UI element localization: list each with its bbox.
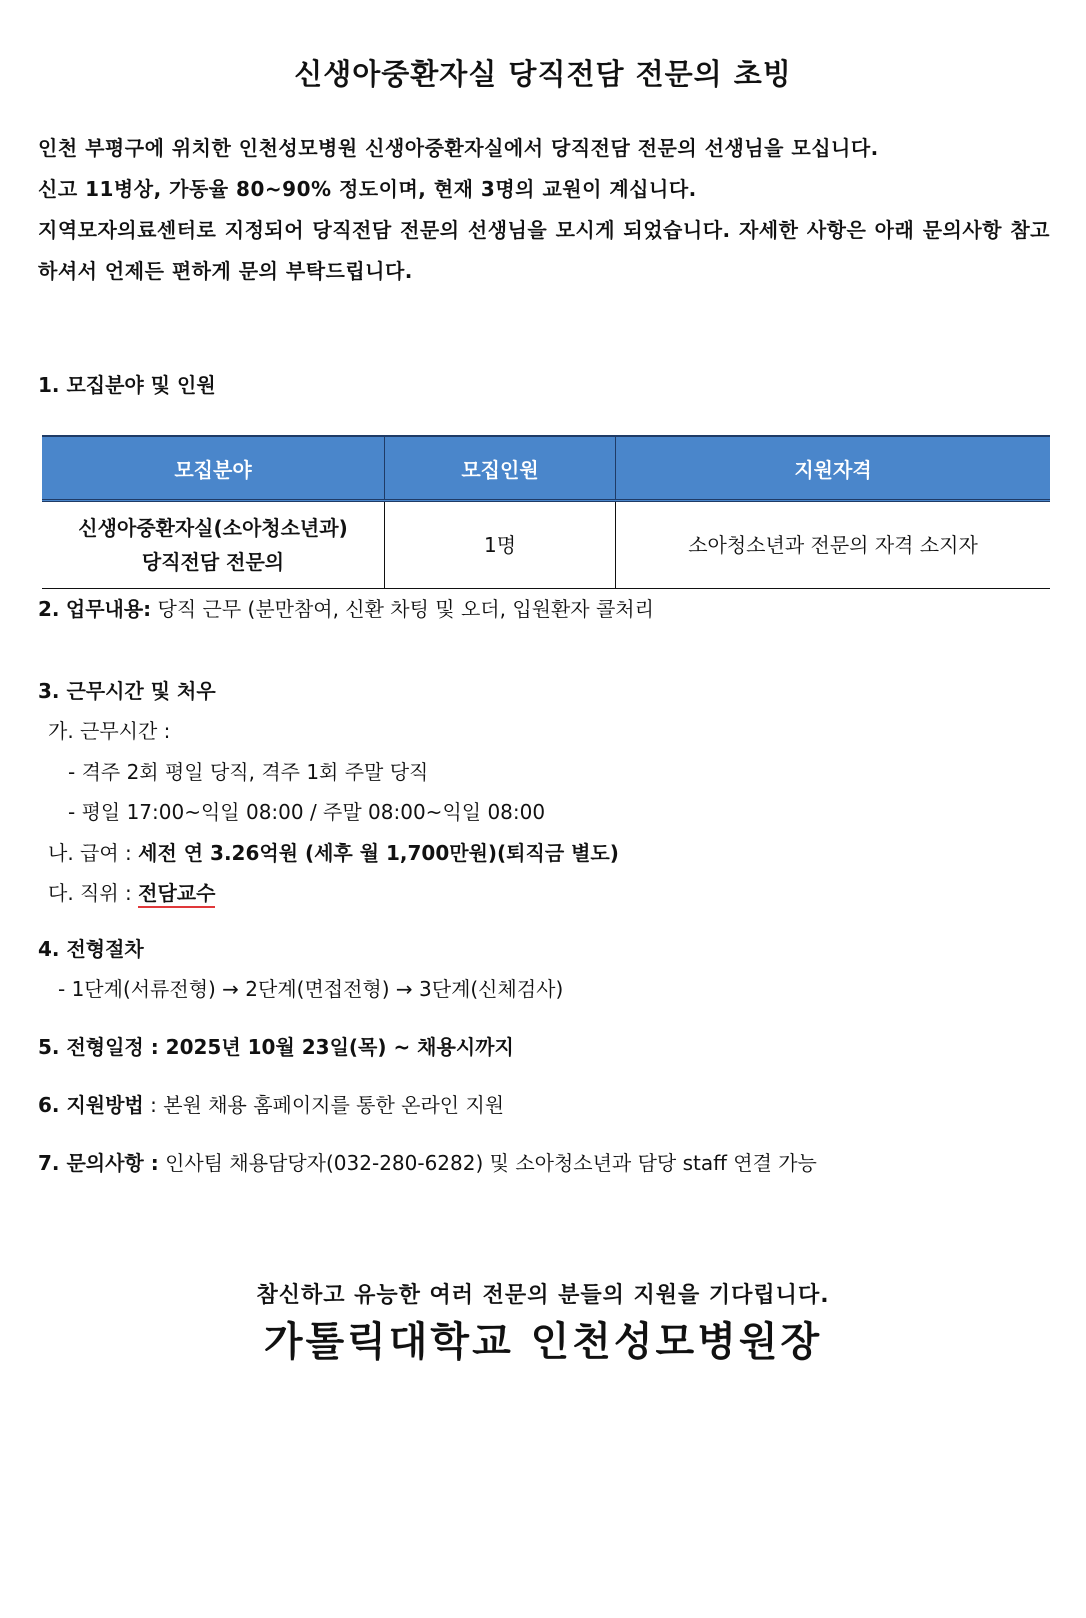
section-text: 당직 근무 (분만참여, 신환 차팅 및 오더, 입원환자 콜처리 (157, 597, 654, 621)
section-5 (38, 1032, 514, 1062)
section-3-heading (38, 676, 216, 706)
section-label: 6. 지원방법 (38, 1093, 144, 1117)
salary-value: 세전 연 3.26억원 (세후 월 1,700만원)(퇴직금 별도) (138, 841, 619, 865)
section-text: : 본원 채용 홈페이지를 통한 온라인 지원 (150, 1093, 505, 1117)
schedule-text: 5. 전형일정 : 2025년 10월 23일(목) ~ 채용시까지 (38, 1035, 514, 1059)
closing-message: 참신하고 유능한 여러 전문의 분들의 지원을 기다립니다. (256, 1283, 830, 1308)
table-header-row (42, 436, 1050, 501)
section-heading: 1. 모집분야 및 인원 (38, 373, 216, 397)
cell-field (42, 501, 385, 589)
section-7 (38, 1148, 817, 1178)
section-heading: 3. 근무시간 및 처우 (38, 679, 216, 703)
position-row (48, 878, 215, 908)
work-hours-label: 가. 근무시간 : (48, 719, 171, 743)
position-label: 다. 직위 : (48, 881, 132, 905)
position-value: 전담교수 (138, 881, 215, 908)
header-count: 모집인원 (385, 436, 616, 501)
header-field: 모집분야 (42, 436, 385, 501)
cell-count: 1명 (385, 501, 616, 589)
intro-line: 신고 11병상, 가동율 80~90% 정도이며, 현재 3명의 교원이 계십니다. (38, 177, 697, 201)
field-line: 당직전담 전문의 (141, 550, 285, 574)
section-6 (38, 1090, 504, 1120)
section-label: 업무내용: (65, 597, 152, 621)
salary-label: 나. 급여 : (48, 841, 132, 865)
hospital-signature: 가톨릭대학교 인천성모병원장 (263, 1319, 823, 1365)
header-qualification: 지원자격 (616, 436, 1051, 501)
table-row (42, 501, 1050, 589)
section-label: 7. 문의사항 : (38, 1151, 159, 1175)
section-4-heading (38, 934, 144, 964)
section-2 (38, 594, 654, 624)
work-hours-item: - 격주 2회 평일 당직, 격주 1회 주말 당직 (68, 760, 429, 784)
section-number: 2. (38, 597, 60, 621)
cell-qualification: 소아청소년과 전문의 자격 소지자 (616, 501, 1051, 589)
field-line: 신생아중환자실(소아청소년과) (78, 516, 348, 540)
selection-process: - 1단계(서류전형) → 2단계(면접전형) → 3단계(신체검사) (58, 977, 564, 1001)
intro-line: 인천 부평구에 위치한 인천성모병원 신생아중환자실에서 당직전담 전문의 선생님을 모십니다. (38, 136, 879, 160)
salary-row (48, 838, 619, 868)
work-hours-item: - 평일 17:00~익일 08:00 / 주말 08:00~익일 08:00 (68, 800, 546, 824)
recruitment-table (42, 435, 1050, 589)
section-heading: 4. 전형절차 (38, 937, 144, 961)
intro-line: 지역모자의료센터로 지정되어 당직전담 전문의 선생님을 모시게 되었습니다. 자세한 사항은 아래 문의사항 참고하셔서 언제든 편하게 문의 부탁드립니다. (38, 218, 1050, 283)
page-title: 신생아중환자실 당직전담 전문의 초빙 (294, 57, 792, 91)
section-1-heading (38, 370, 216, 400)
intro-paragraph (38, 128, 1050, 292)
section-text: 인사팀 채용담당자(032-280-6282) 및 소아청소년과 담당 staff 연결 가능 (165, 1151, 817, 1175)
